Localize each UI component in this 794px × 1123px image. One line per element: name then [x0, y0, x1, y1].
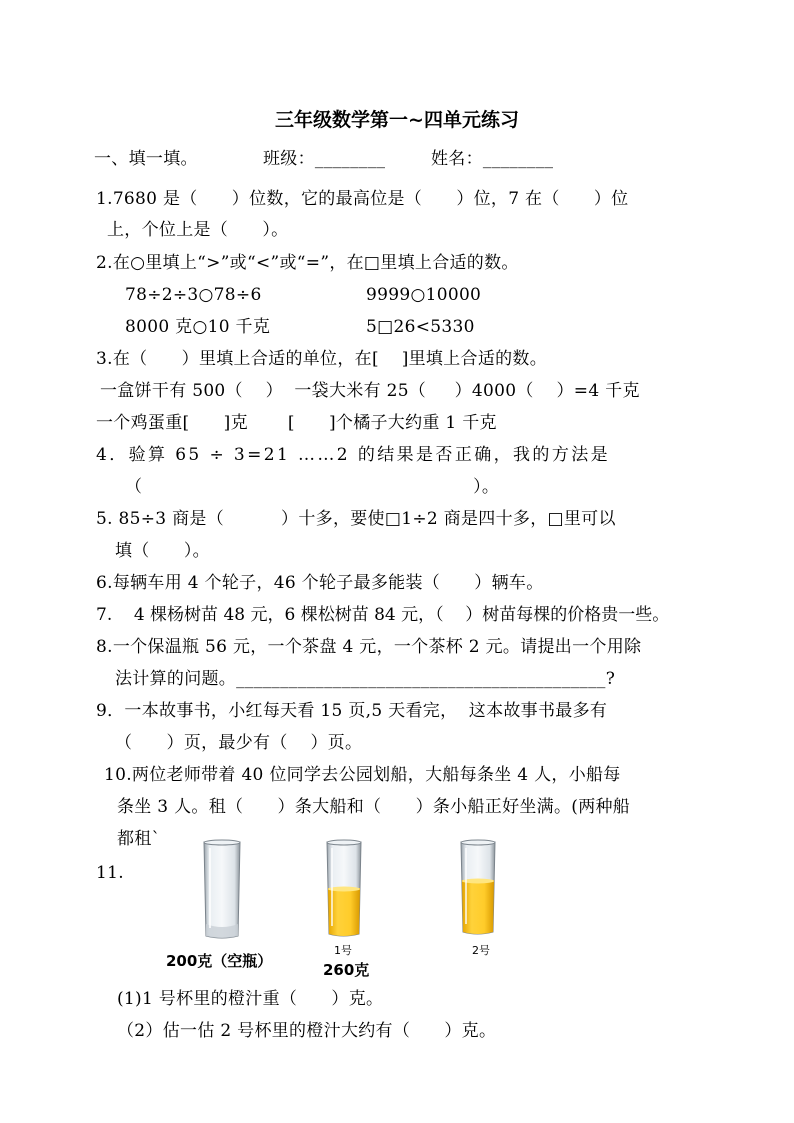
- q10-line2: 条坐 3 人。租（ ）条大船和（ ）条小船正好坐满。(两种船: [117, 797, 631, 817]
- cup-2: [461, 840, 495, 934]
- q11-sub2: （2）估一估 2 号杯里的橙汁大约有（ ）克。: [117, 1021, 497, 1041]
- q9-line2: （ ）页，最少有（ ）页。: [115, 733, 363, 753]
- q7-line: 7. 4 棵杨树苗 48 元，6 棵松树苗 84 元，（ ）树苗每棵的价格贵一些。: [96, 605, 670, 625]
- cup-1-weight: 260克: [323, 961, 370, 979]
- cup-2-caption: 2号: [472, 944, 490, 957]
- q1-line2: 上，个位上是（ ）。: [107, 220, 289, 240]
- q11-number: 11.: [96, 863, 124, 883]
- q2-item-b: 9999○10000: [366, 285, 482, 305]
- q5-line2: 填（ ）。: [115, 541, 210, 561]
- empty-cup: [204, 840, 240, 938]
- q5-line1: 5. 85÷3 商是（ ）十多，要使□1÷2 商是四十多，□里可以: [96, 509, 616, 529]
- page-title: 三年级数学第一~四单元练习: [275, 109, 519, 131]
- q2-item-a: 78÷2÷3○78÷6: [125, 285, 262, 305]
- q11-sub1: (1)1 号杯里的橙汁重（ ）克。: [117, 989, 384, 1009]
- q8-line2: 法计算的问题。__________________________________________?: [115, 669, 616, 689]
- section-heading: 一、填一填。: [94, 149, 198, 169]
- q3-line3: 一个鸡蛋重[ ]克 [ ]个橘子大约重 1 千克: [96, 413, 497, 433]
- juice-cups-figure: [158, 838, 510, 978]
- empty-cup-caption: 200克（空瓶）: [166, 952, 273, 970]
- q2-item-d: 5□26<5330: [366, 317, 475, 337]
- q8-line1: 8.一个保温瓶 56 元，一个茶盘 4 元，一个茶杯 2 元。请提出一个用除: [96, 637, 642, 657]
- cup-1: [327, 840, 361, 936]
- q3-line2: 一盒饼干有 500（ ） 一袋大米有 25（ ）4000（ ）=4 千克: [100, 381, 640, 401]
- q4-line2: （ ）。: [125, 477, 500, 497]
- q10-line3: 都租`: [117, 829, 161, 849]
- name-field: 姓名：________: [431, 149, 554, 169]
- cup-1-caption: 1号: [334, 944, 352, 957]
- q1-line1: 1.7680 是（ ）位数，它的最高位是（ ）位，7 在（ ）位: [96, 189, 629, 209]
- q6-line: 6.每辆车用 4 个轮子，46 个轮子最多能装（ ）辆车。: [96, 573, 544, 593]
- q2-item-c: 8000 克○10 千克: [125, 317, 271, 337]
- q2-line1: 2.在○里填上“>”或“<”或“=”，在□里填上合适的数。: [96, 253, 519, 273]
- class-field: 班级：________: [263, 149, 386, 169]
- q4-line1: 4．验算 65 ÷ 3=21 ……2 的结果是否正确，我的方法是: [96, 445, 611, 465]
- q3-line1: 3.在（ ）里填上合适的单位，在[ ]里填上合适的数。: [96, 349, 548, 369]
- q9-line1: 9．一本故事书，小红每天看 15 页,5 天看完， 这本故事书最多有: [96, 701, 608, 721]
- q10-line1: 10.两位老师带着 40 位同学去公园划船，大船每条坐 4 人，小船每: [104, 765, 621, 785]
